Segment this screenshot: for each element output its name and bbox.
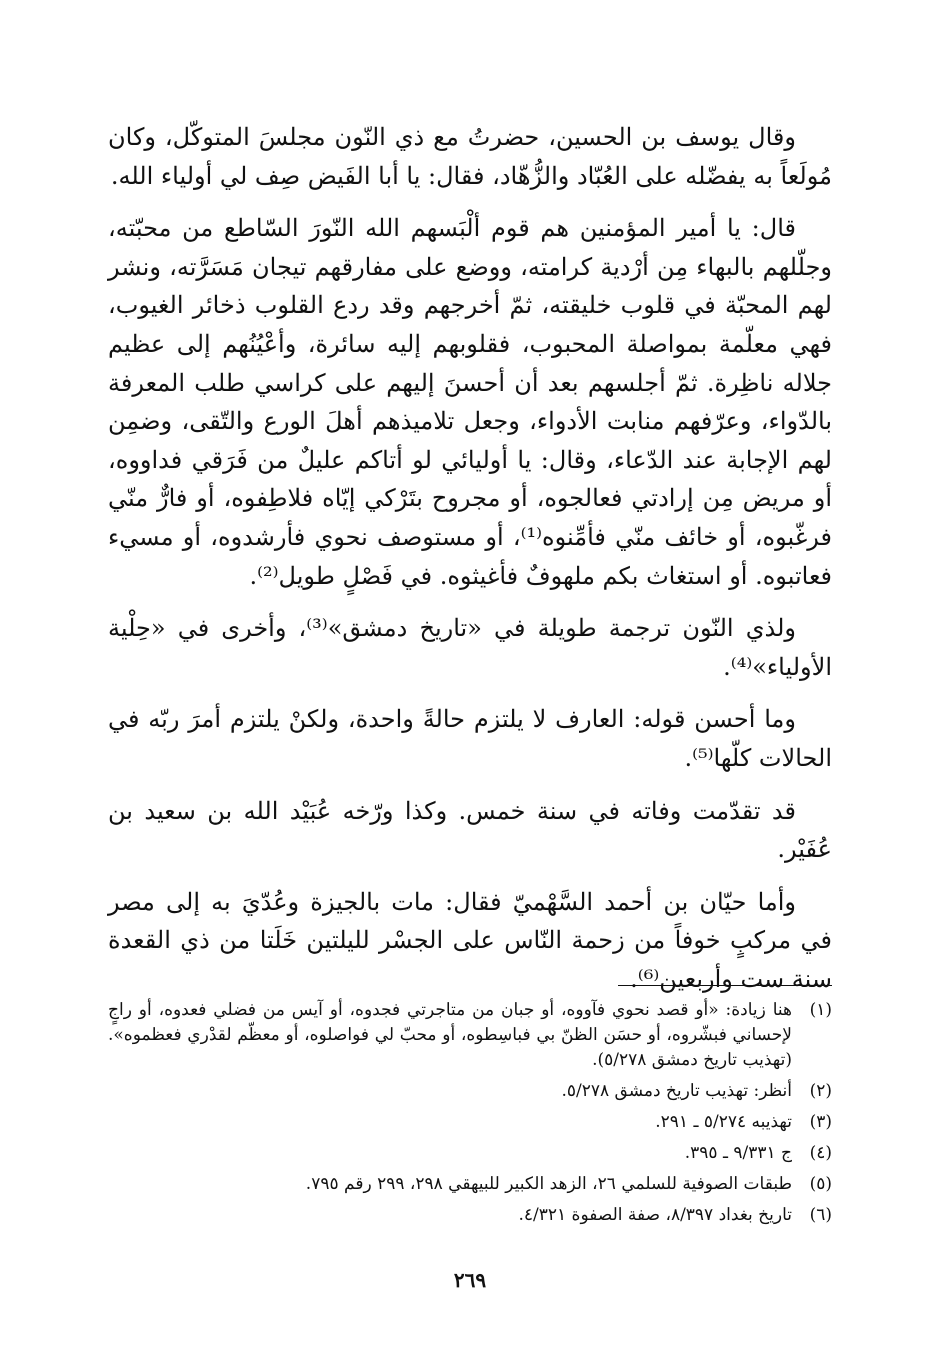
footnote — [108, 998, 832, 1073]
footnote-separator — [618, 985, 832, 986]
main-text — [108, 118, 832, 1012]
footnote-text: ج ٩/٣٣١ ـ ٣٩٥. — [684, 1143, 792, 1163]
footnote-text: طبقات الصوفية للسلمي ٢٦، الزهد الكبير للبيهقي ٢٩٨، ٢٩٩ رقم ٧٩٥. — [305, 1174, 792, 1194]
footnote-text: أنظر: تهذيب تاريخ دمشق ٥/٢٧٨. — [561, 1081, 792, 1101]
footnote-number: (٦) — [809, 1205, 832, 1225]
paragraph: وما أحسن قوله: العارف لا يلتزم حالةً واحدة، ولكنْ يلتزم أمرَ ربّه في الحالات كلّها⁽⁵⁾. — [108, 705, 832, 772]
paragraph: قال: يا أمير المؤمنين هم قوم ألْبَسهم الله النّورَ السّاطع من محبّته، وجلّلهم بالبهاء مِن أرْدية كرامته، ووضع على مفارقهم تيجان مَسَرَّته، ونشر لهم المحبّة في قلوب خليقته، ثمّ أخرجهم وقد ردع القلوب ذخائر الغيوب، فهي معلّمة بمواصلة المحبوب، فقلوبهم إليه سائرة، وأعْيُنُهم إلى عظيم جلاله ناظِرة. ثمّ أجلسهم بعد أن أحسنَ إليهم على كراسي طلب المعرفة بالدّواء، وعرّفهم منابت الأدواء، وجعل تلاميذهم أهلَ الورع والتّقى، وضمِن لهم الإجابة عند الدّعاء، وقال: يا أوليائي لو أتاكم عليلٌ من فَرَقي فداووه، أو مريض مِن إرادتي فعالجوه، أو مجروح بتَرْكي إيّاه فلاطِفوه، أو فارٌّ منّي فرغّبوه، أو خائف منّي فأمِّنوه⁽¹⁾، أو مستوصف نحوي فأرشدوه، أو مسيء فعاتبوه. أو استغاث بكم ملهوفٌ فأغيثوه. في فَصْلٍ طويل⁽²⁾. — [108, 214, 833, 590]
paragraph: ولذي النّون ترجمة طويلة في «تاريخ دمشق»⁽³⁾، وأخرى في «حِلْية الأولياء»⁽⁴⁾. — [108, 614, 832, 681]
footnote-text: هنا زيادة: «أو قصد نحوي فآووه، أو جبان من متاجرتي فجدوه، أو آيس من فضلي فعدوه، أو راجٍ لإحساني فبشّروه، أو حسَن الظنّ بي فباسِطوه، أو محبّ لي فواصلوه، أو معظّم لقدْري فعظموه». (تهذيب تاريخ دمشق ٥/٢٧٨). — [108, 1000, 792, 1070]
footnote-text: تهذيبه ٥/٢٧٤ ـ ٢٩١. — [655, 1112, 792, 1132]
page-number: ٢٦٩ — [453, 1268, 487, 1292]
paragraph: وأما حيّان بن أحمد السَّهْميّ فقال: مات بالجيزة وعُدّيَ به إلى مصر في مركبٍ خوفاً من زحمة النّاس على الجسْر لليلتين خَلَتا من ذي القعدة سنة ست وأربعين⁽⁶⁾. — [108, 887, 832, 993]
footnote — [108, 1110, 832, 1135]
footnote-number: (٥) — [809, 1174, 832, 1194]
footnote-number: (٢) — [809, 1081, 832, 1101]
footnote — [108, 1172, 832, 1197]
footnotes — [108, 998, 832, 1234]
paragraph: قد تقدّمت وفاته في سنة خمس. وكذا ورّخه عُبَيْد الله بن سعيد بن عُفَيْر. — [108, 796, 832, 864]
footnote-number: (٣) — [809, 1112, 832, 1132]
paragraph: وقال يوسف بن الحسين، حضرتُ مع ذي النّون مجلسَ المتوكّل، وكان مُولَعاً به يفضّله على العُبّاد والزُّهّاد، فقال: يا أبا الفَيض صِف لي أولياء الله. — [108, 123, 832, 190]
footnote — [108, 1203, 832, 1228]
footnote — [108, 1079, 832, 1104]
footnote-number: (٤) — [809, 1143, 832, 1163]
footnote-text: تاريخ بغداد ٨/٣٩٧، صفة الصفوة ٤/٣٢١. — [518, 1205, 792, 1225]
footnote-number: (١) — [809, 1000, 832, 1020]
footnote — [108, 1141, 832, 1166]
